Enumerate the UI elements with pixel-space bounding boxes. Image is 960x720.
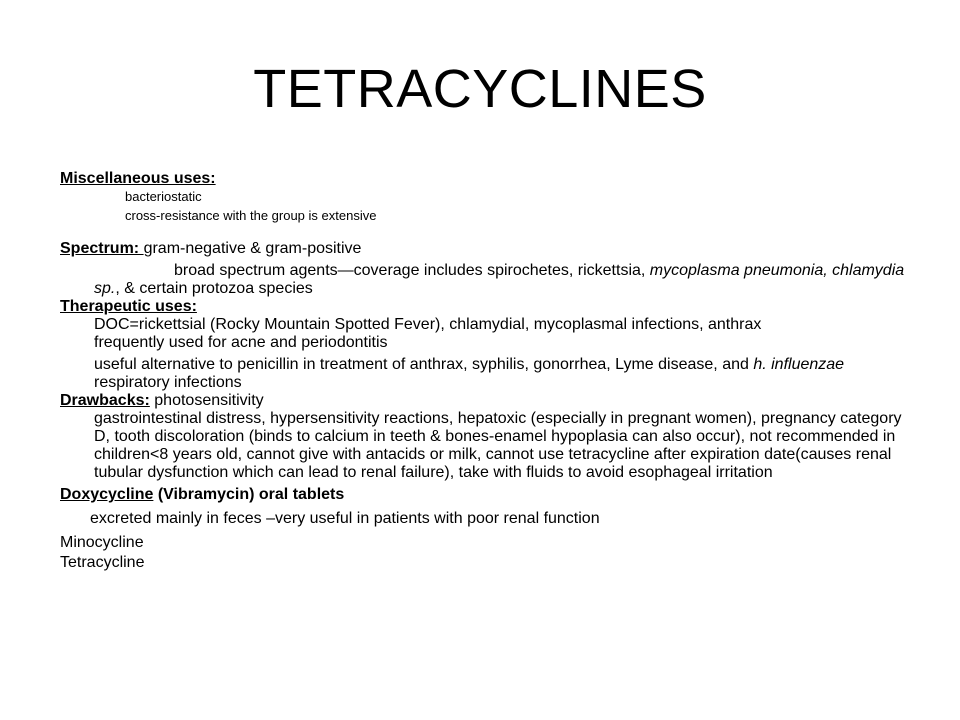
misc-heading: Miscellaneous uses: xyxy=(60,170,216,187)
spectrum-detail xyxy=(60,262,920,298)
spectrum-detail-italic: mycoplasma pneumonia, chlamydia sp. xyxy=(94,262,905,297)
doxy-line xyxy=(60,486,920,504)
slide-content xyxy=(60,170,920,572)
therapeutic-line-3 xyxy=(60,356,920,392)
misc-item-bacteriostatic: bacteriostatic xyxy=(125,189,202,204)
therapeutic-line-1: DOC=rickettsial (Rocky Mountain Spotted Fever), chlamydial, mycoplasmal infections, anthrax xyxy=(94,316,762,333)
spectrum-detail-text: broad spectrum agents—coverage includes spirochetes, rickettsia, xyxy=(174,262,650,279)
drug-tetracycline: Tetracycline xyxy=(60,554,145,571)
doxy-name: Doxycycline xyxy=(60,486,154,503)
drawbacks-text: gastrointestinal distress, hypersensitivity reactions, hepatoxic (especially in pregnant women), pregnancy category D, tooth discoloration (binds to calcium in teeth & bones-enamel hypoplasia can also occur), not recommended in children<8 years old, cannot give with antacids or milk, cannot use tetracycline after expiration date(causes renal tubular dysfunction which can lead to renal failure), take with fluids to avoid esophageal irritation xyxy=(94,410,902,481)
therapeutic-line-3-text: useful alternative to penicillin in treatment of anthrax, syphilis, gonorrhea, Lyme disease, and xyxy=(94,356,754,373)
spacer xyxy=(60,226,920,240)
therapeutic-heading: Therapeutic uses: xyxy=(60,298,197,315)
drug-minocycline: Minocycline xyxy=(60,534,144,551)
therapeutic-line-3-italic: h. influenzae xyxy=(753,356,845,373)
therapeutic-line-3-tail: respiratory infections xyxy=(94,374,242,391)
spectrum-line xyxy=(60,240,920,258)
misc-item-cross-resistance: cross-resistance with the group is extensive xyxy=(125,208,377,223)
therapeutic-line-2: frequently used for acne and periodontitis xyxy=(94,334,388,351)
drawbacks-line xyxy=(60,392,920,410)
doxy-rest: (Vibramycin) oral tablets xyxy=(153,486,345,503)
slide-title: TETRACYCLINES xyxy=(253,59,707,119)
drawbacks-first: photosensitivity xyxy=(149,392,264,409)
doxy-detail: excreted mainly in feces –very useful in patients with poor renal function xyxy=(90,510,600,527)
drawbacks-heading: Drawbacks: xyxy=(60,392,150,409)
spectrum-text: gram-negative & gram-positive xyxy=(143,240,362,257)
spectrum-heading: Spectrum: xyxy=(60,240,144,257)
spectrum-detail-tail: , & certain protozoa species xyxy=(115,280,313,297)
